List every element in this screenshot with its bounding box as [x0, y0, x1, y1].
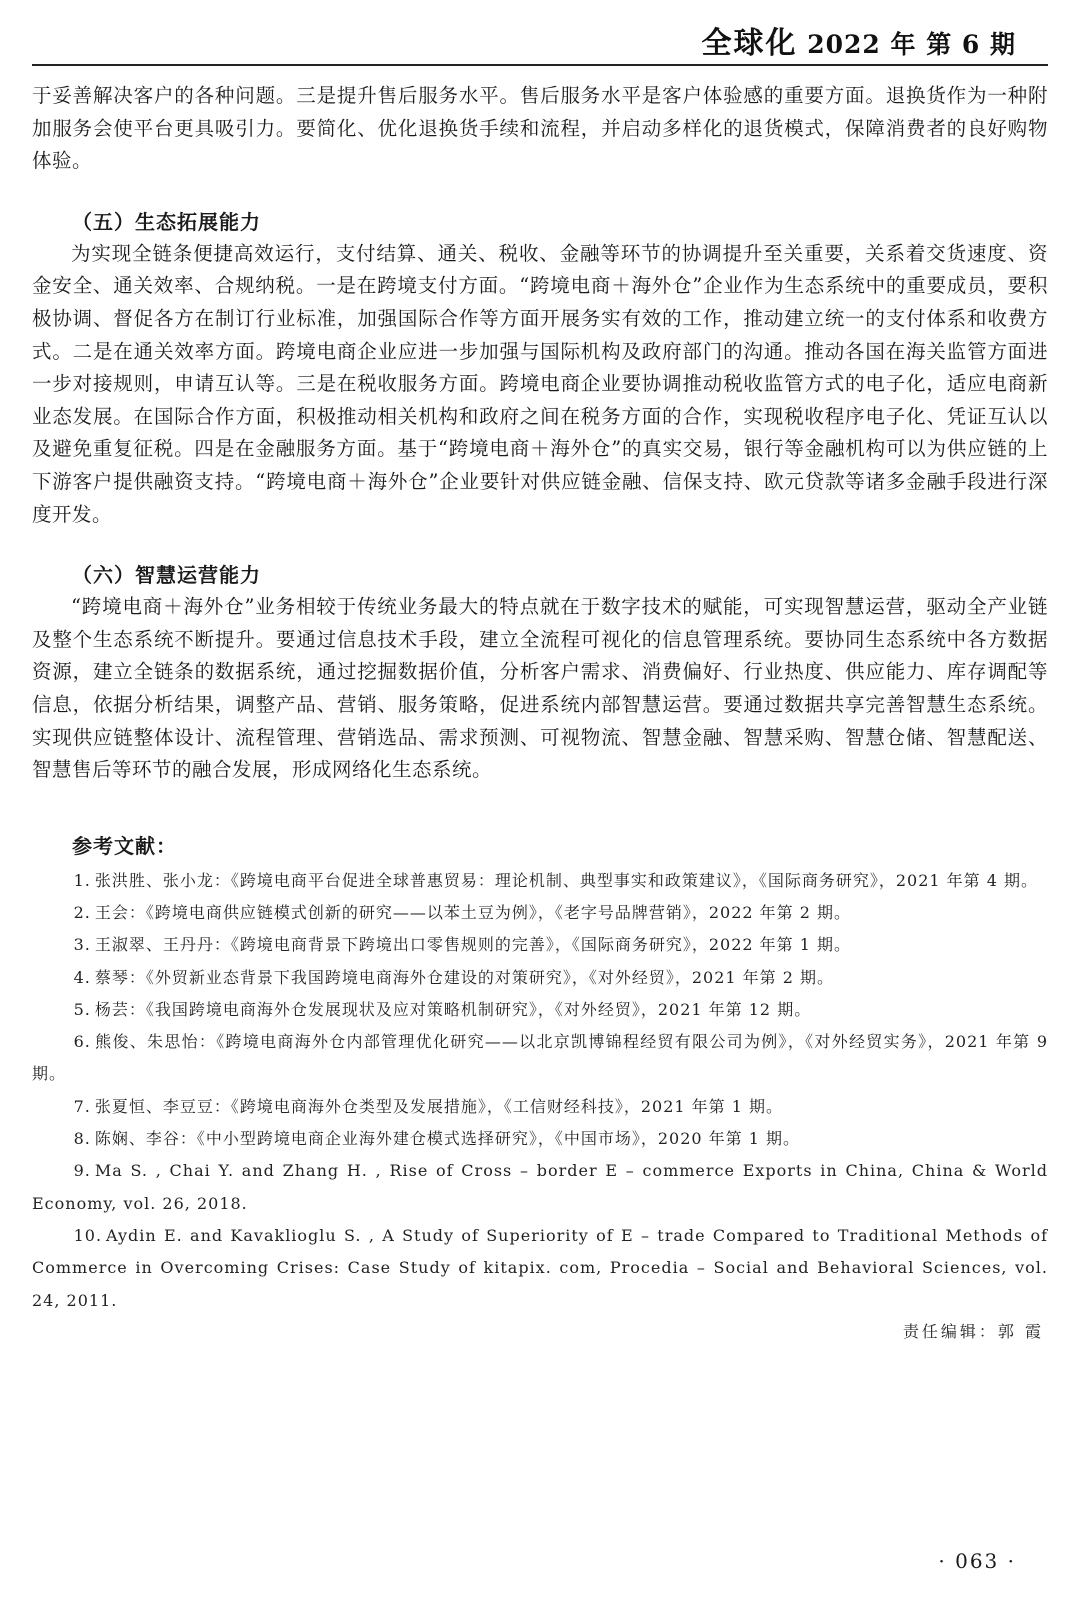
reference-item	[32, 1220, 1048, 1317]
reference-item	[32, 897, 1048, 929]
reference-text: 陈娴、李谷：《中小型跨境电商企业海外建仓模式选择研究》，《中国市场》，2020 年第 1 期。	[94, 1129, 801, 1149]
reference-item	[32, 962, 1048, 994]
reference-number: 2.	[73, 902, 91, 922]
references-title: 参考文献：	[72, 833, 177, 858]
reference-item	[32, 1026, 1048, 1091]
section-paragraph-smart-operation: “跨境电商＋海外仓”业务相较于传统业务最大的特点就在于数字技术的赋能，可实现智慧运营，驱动全产业链及整个生态系统不断提升。要通过信息技术手段，建立全流程可视化的信息管理系统。要协同生态系统中各方数据资源，建立全链条的数据系统，通过挖掘数据价值，分析客户需求、消费偏好、行业热度、供应能力、库存调配等信息，依据分析结果，调整产品、营销、服务策略，促进系统内部智慧运营。要通过数据共享完善智慧生态系统。实现供应链整体设计、流程管理、营销选品、需求预测、可视物流、智慧金融、智慧采购、智慧仓储、智慧配送、智慧售后等环节的融合发展，形成网络化生态系统。	[32, 595, 1048, 782]
reference-text: 王会：《跨境电商供应链模式创新的研究——以苯土豆为例》，《老字号品牌营销》，2022 年第 2 期。	[94, 902, 852, 922]
reference-number: 8.	[73, 1129, 91, 1149]
reference-number: 9.	[73, 1161, 91, 1181]
reference-text: 王淑翠、王丹丹：《跨境电商背景下跨境出口零售规则的完善》，《国际商务研究》，2022 年第 1 期。	[94, 935, 852, 955]
journal-issue: 2022 年 第 6 期	[807, 30, 1016, 59]
reference-text: 熊俊、朱思怡：《跨境电商海外仓内部管理优化研究——以北京凯博锦程经贸有限公司为例》，《对外经贸实务》，2021 年第 9 期。	[32, 1032, 1048, 1084]
reference-number: 1.	[73, 870, 91, 890]
reference-item	[32, 1155, 1048, 1220]
section-heading-ecosystem: （五）生态拓展能力	[72, 209, 261, 234]
section-heading-smart-operation: （六）智慧运营能力	[72, 563, 261, 588]
reference-item	[32, 1123, 1048, 1155]
reference-text: 张夏恒、李豆豆：《跨境电商海外仓类型及发展措施》，《工信财经科技》，2021 年第 1 期。	[94, 1096, 784, 1116]
page-number: · 063 ·	[938, 1549, 1016, 1573]
reference-item	[32, 994, 1048, 1026]
journal-header	[701, 18, 1016, 62]
responsible-editor: 责任编辑：郭 霞	[902, 1321, 1044, 1341]
reference-number: 4.	[73, 967, 91, 987]
reference-item	[32, 865, 1048, 897]
reference-text: 蔡琴：《外贸新业态背景下我国跨境电商海外仓建设的对策研究》，《对外经贸》，2021 年第 2 期。	[94, 967, 835, 987]
section-paragraph-ecosystem: 为实现全链条便捷高效运行，支付结算、通关、税收、金融等环节的协调提升至关重要，关系着交货速度、资金安全、通关效率、合规纳税。一是在跨境支付方面。“跨境电商＋海外仓”企业作为生态系统中的重要成员，要积极协调、督促各方在制订行业标准，加强国际合作等方面开展务实有效的工作，推动建立统一的支付体系和收费方式。二是在通关效率方面。跨境电商企业应进一步加强与国际机构及政府部门的沟通。推动各国在海关监管方面进一步对接规则，申请互认等。三是在税收服务方面。跨境电商企业要协调推动税收监管方式的电子化，适应电商新业态发展。在国际合作方面，积极推动相关机构和政府之间在税务方面的合作，实现税收程序电子化、凭证互认以及避免重复征税。四是在金融服务方面。基于“跨境电商＋海外仓”的真实交易，银行等金融机构可以为供应链的上下游客户提供融资支持。“跨境电商＋海外仓”企业要针对供应链金融、信保支持、欧元贷款等诸多金融手段进行深度开发。	[32, 241, 1048, 526]
reference-text: Aydin E. and Kavaklioglu S. , A Study of Superiority of E – trade Compared to Traditional Methods of Commerce in Overcoming Crises: Case Study of kitapix. com, Procedia – Social and Behavioral Sciences, vol. 24, 2011.	[32, 1225, 1048, 1310]
reference-list	[32, 865, 1048, 1317]
reference-text: 杨芸：《我国跨境电商海外仓发展现状及应对策略机制研究》，《对外经贸》，2021 年第 12 期。	[94, 999, 812, 1019]
journal-name: 全球化	[701, 26, 798, 61]
reference-text: 张洪胜、张小龙：《跨境电商平台促进全球普惠贸易：理论机制、典型事实和政策建议》，《国际商务研究》，2021 年第 4 期。	[94, 870, 1039, 890]
intro-paragraph: 于妥善解决客户的各种问题。三是提升售后服务水平。售后服务水平是客户体验感的重要方面。退换货作为一种附加服务会使平台更具吸引力。要简化、优化退换货手续和流程，并启动多样化的退货模式，保障消费者的良好购物体验。	[32, 84, 1048, 173]
reference-item	[32, 1091, 1048, 1123]
reference-item	[32, 929, 1048, 961]
reference-number: 7.	[73, 1096, 91, 1116]
reference-number: 3.	[73, 935, 91, 955]
reference-number: 6.	[73, 1032, 91, 1052]
reference-number: 5.	[73, 999, 91, 1019]
header-rule	[32, 64, 1048, 66]
reference-text: Ma S. , Chai Y. and Zhang H. , Rise of Cross – border E – commerce Exports in China, China & World Economy, vol. 26, 2018.	[32, 1161, 1048, 1213]
page-body	[32, 80, 1048, 1342]
reference-number: 10.	[73, 1225, 103, 1245]
